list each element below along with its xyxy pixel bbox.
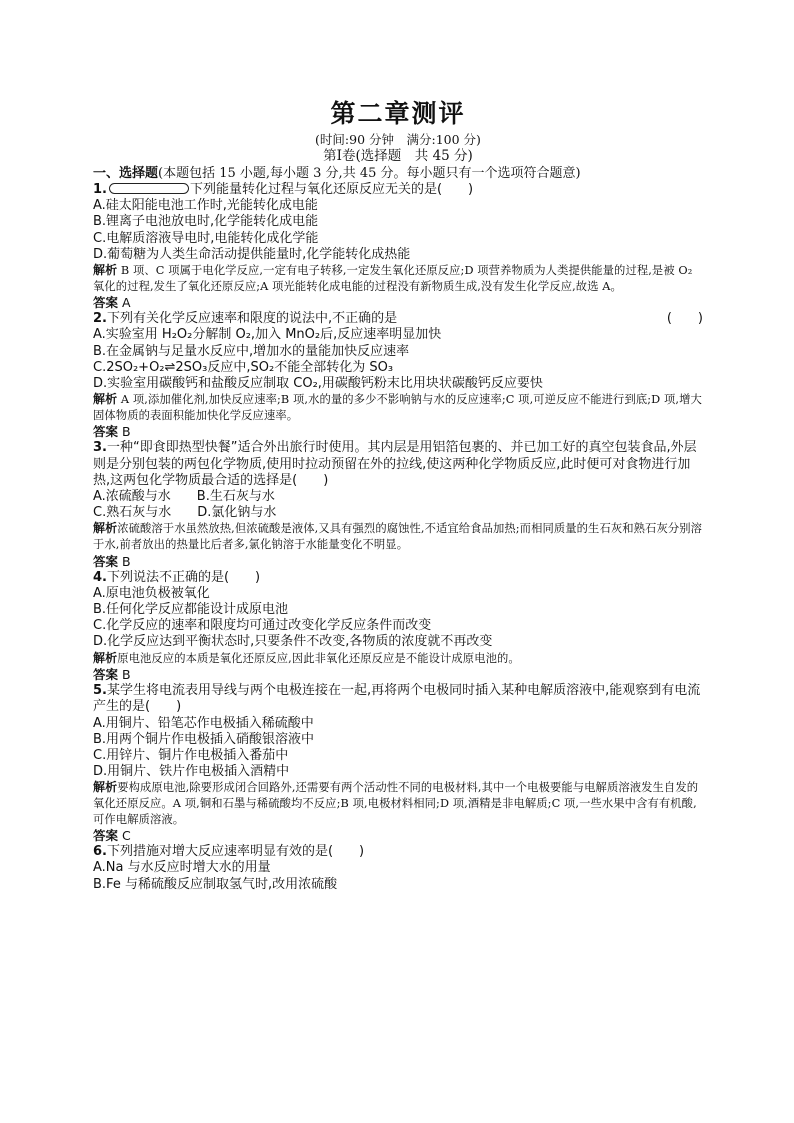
option: D.葡萄糖为人类生命活动提供能量时,化学能转化成热能 [93, 246, 411, 262]
exam-page [93, 98, 703, 893]
question-text: 下列能量转化过程与氧化还原反应无关的是( ) [189, 182, 474, 197]
explanation [93, 651, 703, 667]
option: B.锂离子电池放电时,化学能转化成电能 [93, 214, 319, 230]
question-stem [93, 440, 703, 489]
option: C.化学反应的速率和限度均可通过改变化学反应条件而改变 [93, 618, 432, 634]
answer [93, 423, 703, 440]
option: B.任何化学反应都能设计成原电池 [93, 602, 289, 618]
answer [93, 553, 703, 570]
answer-label: 答案 [93, 828, 119, 844]
answer-label: 答案 [93, 667, 119, 683]
option: B.Fe 与稀硫酸反应制取氢气时,改用浓硫酸 [93, 876, 338, 892]
explain-label: 解析 [93, 780, 118, 795]
question-text: 下列有关化学反应速率和限度的说法中,不正确的是 [106, 311, 398, 327]
section-heading [93, 165, 703, 182]
option: A.Na 与水反应时增大水的用量 [93, 860, 271, 876]
question-stem [93, 683, 703, 715]
section-desc: (本题包括 15 小题,每小题 3 分,共 45 分。每小题只有一个选项符合题意) [158, 166, 581, 181]
question-number: 1. [93, 182, 107, 197]
exam-meta: (时间:90 分钟 满分:100 分) [315, 132, 481, 147]
option: D.实验室用碳酸钙和盐酸反应制取 CO₂,用碳酸钙粉末比用块状碳酸钙反应要快 [93, 376, 543, 392]
answer-bracket: ( ) [666, 311, 703, 327]
question-number: 6. [93, 844, 107, 860]
explain-text: B 项、C 项属于电化学反应,一定有电子转移,一定发生氧化还原反应;D 项营养物质为人类提供能量的过程,是被 O₂ 氧化的过程,发生了氧化还原反应;A 项光能转化成电能的过程没有新物质生成,没有发生化学反应,故选 A。 [93, 264, 693, 293]
question-stem [93, 311, 703, 327]
option: C.电解质溶液导电时,电能转化成化学能 [93, 230, 319, 246]
option: C.熟石灰与水 D.氯化钠与水 [93, 505, 277, 521]
question-number: 3. [93, 440, 107, 456]
answer-value: B [122, 424, 131, 440]
explain-text: 原电池反应的本质是氧化还原反应,因此非氧化还原反应是不能设计成原电池的。 [117, 651, 520, 665]
option: D.用铜片、铁片作电极插入酒精中 [93, 764, 290, 780]
section-name: 一、选择题 [93, 166, 159, 181]
option: A.硅太阳能电池工作时,光能转化成电能 [93, 198, 318, 214]
explain-label: 解析 [93, 521, 118, 536]
question-3 [93, 440, 703, 569]
answer-label: 答案 [93, 295, 119, 311]
question-2 [93, 311, 703, 440]
question-1 [93, 182, 703, 311]
question-text: 某学生将电流表用导线与两个电极连接在一起,再将两个电极同时插入某种电解质溶液中,能观察到有电流产生的是( ) [93, 683, 701, 715]
option: C.2SO₂+O₂⇌2SO₃反应中,SO₂不能全部转化为 SO₃ [93, 359, 394, 375]
explain-text: A 项,添加催化剂,加快反应速率;B 项,水的量的多少不影响钠与水的反应速率;C 项,可逆反应不能进行到底;D 项,增大固体物质的表面积能加快化学反应速率。 [93, 393, 702, 422]
explain-label: 解析 [93, 263, 118, 278]
answer-label: 答案 [93, 424, 119, 440]
option: C.用锌片、铜片作电极插入番茄中 [93, 748, 289, 764]
question-4 [93, 570, 703, 684]
explain-label: 解析 [93, 650, 118, 665]
question-text: 下列措施对增大反应速率明显有效的是( ) [106, 844, 365, 860]
answer-value: B [122, 667, 131, 683]
explain-text: 要构成原电池,除要形成闭合回路外,还需要有两个活动性不同的电极材料,其中一个电极要能与电解质溶液发生自发的氧化还原反应。A 项,铜和石墨与稀硫酸均不反应;B 项,电极材料相同;D 项,酒精是非电解质;C 项,一些水果中含有有机酸,可作电解质溶液。 [93, 781, 699, 826]
answer-value: B [122, 553, 131, 569]
question-stem [93, 844, 703, 860]
explain-text: 浓硫酸溶于水虽然放热,但浓硫酸是液体,又具有强烈的腐蚀性,不适宜给食品加热;而相同质量的生石灰和熟石灰分别溶于水,前者放出的热量比后者多,氯化钠溶于水能量变化不明显。 [93, 522, 703, 552]
question-number: 5. [93, 683, 107, 699]
page-title: 第二章测评 [330, 99, 466, 128]
explanation [93, 392, 703, 423]
option: B.用两个铜片作电极插入硝酸银溶液中 [93, 731, 315, 747]
part-heading: 第Ⅰ卷(选择题 共 45 分) [323, 148, 473, 164]
answer [93, 827, 703, 844]
explanation [93, 521, 703, 552]
question-stem [93, 182, 703, 198]
answer-value: C [122, 828, 131, 844]
question-number: 4. [93, 569, 107, 585]
question-text: 下列说法不正确的是( ) [106, 569, 261, 585]
answer [93, 666, 703, 683]
answer-blank[interactable] [109, 183, 189, 194]
answer [93, 294, 703, 311]
option: A.浓硫酸与水 B.生石灰与水 [93, 489, 275, 505]
question-number: 2. [93, 311, 107, 327]
answer-label: 答案 [93, 553, 119, 569]
question-6 [93, 844, 703, 893]
option: A.原电池负极被氧化 [93, 585, 210, 601]
explanation [93, 780, 703, 827]
answer-value: A [122, 295, 131, 311]
explanation [93, 263, 703, 294]
option: A.实验室用 H₂O₂分解制 O₂,加入 MnO₂后,反应速率明显加快 [93, 327, 442, 343]
explain-label: 解析 [93, 392, 118, 407]
question-stem [93, 570, 703, 586]
option: A.用铜片、铅笔芯作电极插入稀硫酸中 [93, 715, 314, 731]
question-text: 一种“即食即热型快餐”适合外出旅行时使用。其内层是用铝箔包裹的、并已加工好的真空包装食品,外层则是分别包装的两包化学物质,使用时拉动预留在外的拉线,使这两种化学物质反应,此时便可对食物进行加热,这两包化学物质最合适的选择是( ) [93, 440, 697, 488]
question-5 [93, 683, 703, 844]
option: D.化学反应达到平衡状态时,只要条件不改变,各物质的浓度就不再改变 [93, 634, 493, 650]
option: B.在金属钠与足量水反应中,增加水的量能加快反应速率 [93, 343, 410, 359]
